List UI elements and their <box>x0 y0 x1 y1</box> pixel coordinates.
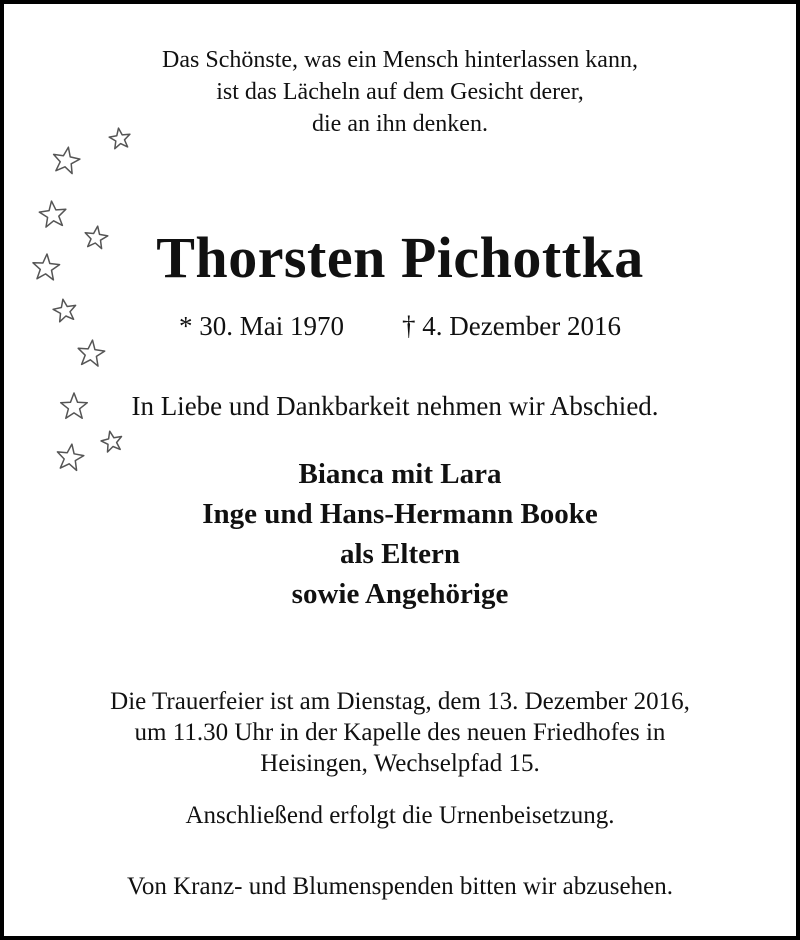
urn-burial-text: Anschließend erfolgt die Urnenbeisetzung. <box>185 802 615 829</box>
ceremony-line-3: Heisingen, Wechselpfad 15. <box>260 750 540 777</box>
deceased-name: Thorsten Pichottka <box>156 225 644 290</box>
mourner-line-4: sowie Angehörige <box>291 578 509 610</box>
flowers-request-text: Von Kranz- und Blumenspenden bitten wir abzusehen. <box>127 873 673 900</box>
star-outline-icon <box>101 431 121 452</box>
star-outline-icon <box>78 340 105 366</box>
farewell-text: In Liebe und Dankbarkeit nehmen wir Abschied. <box>131 391 659 421</box>
mourner-line-1: Bianca mit Lara <box>298 458 502 490</box>
mourner-line-3: als Eltern <box>339 538 461 570</box>
ceremony-line-1: Die Trauerfeier ist am Dienstag, dem 13. Dezember 2016, <box>110 688 690 715</box>
quote-line-1: Das Schönste, was ein Mensch hinterlassen kann, <box>162 47 638 73</box>
star-outline-icon <box>54 147 80 173</box>
life-dates <box>4 311 796 342</box>
death-date: † 4. Dezember 2016 <box>402 311 621 341</box>
quote-line-2: ist das Lächeln auf dem Gesicht derer, <box>216 79 584 105</box>
mourner-line-2: Inge und Hans-Hermann Booke <box>202 498 598 530</box>
quote-line-3: die an ihn denken. <box>312 111 488 137</box>
ceremony-line-2: um 11.30 Uhr in der Kapelle des neuen Friedhofes in <box>134 719 666 746</box>
birth-date: * 30. Mai 1970 <box>179 311 345 341</box>
